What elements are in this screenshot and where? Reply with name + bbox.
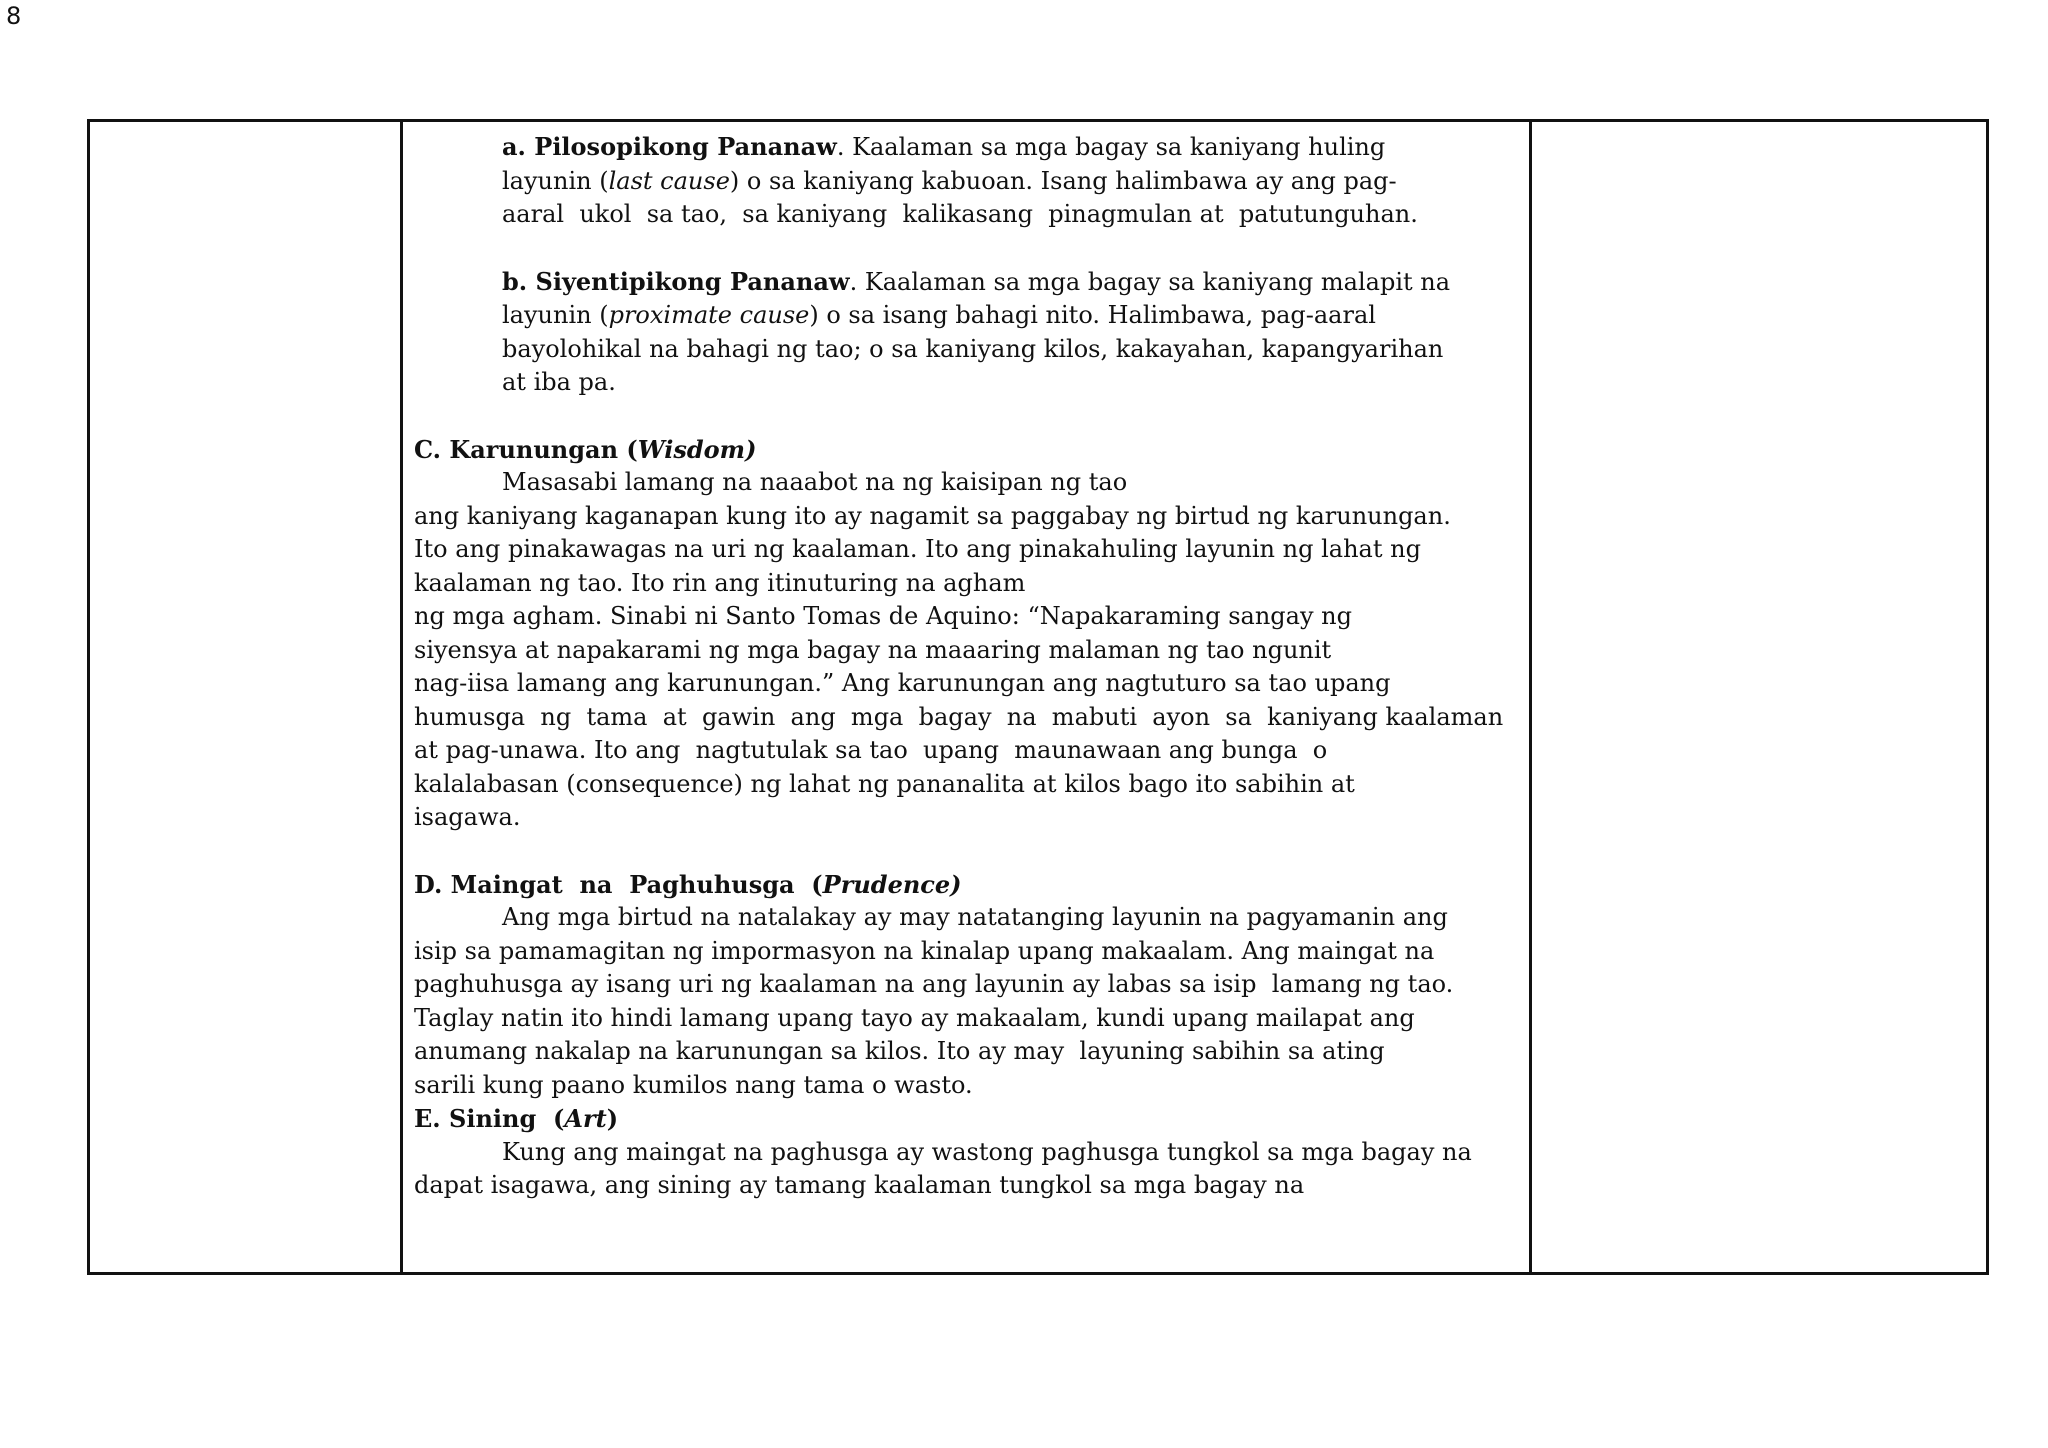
section-c-line-7: nag-iisa lamang ang karunungan.” Ang karunungan ang nagtuturo sa tao upang (414, 669, 1391, 697)
section-d-line-2: isip sa pamamagitan ng impormasyon na kinalap upang makaalam. Ang maingat na (414, 936, 1435, 965)
section-d-line-3: paghuhusga ay isang uri ng kaalaman na ang layunin ay labas sa isip lamang ng tao. (414, 970, 1454, 998)
item-a (414, 130, 1504, 232)
section-c-line-5: ng mga agham. Sinabi ni Santo Tomas de Aquino: “Napakaraming sangay ng (414, 602, 1352, 630)
section-c-line-2: ang kaniyang kaganapan kung ito ay nagamit sa paggabay ng birtud ng karunungan. (414, 501, 1451, 530)
item-b-term: Siyentipikong Pananaw (535, 266, 850, 296)
section-d-line-5: anumang nakalap na karunungan sa kilos. Ito ay may layuning sabihin sa ating (414, 1037, 1385, 1065)
section-c-body (414, 466, 1504, 835)
item-a-term: Pilosopikong Pananaw (534, 132, 837, 161)
section-c-line-6: siyensya at napakarami ng mga bagay na maaaring malaman ng tao ngunit (414, 635, 1332, 664)
page-number: 8 (6, 2, 22, 30)
item-b-line-2: layunin (proximate cause) o sa isang bahagi nito. Halimbawa, pag-aaral (502, 301, 1376, 329)
item-b-line-4: at iba pa. (502, 368, 616, 396)
section-d-line-6: sarili kung paano kumilos nang tama o wasto. (414, 1070, 973, 1099)
section-c-line-1: Masasabi lamang na naaabot na ng kaisipan ng tao (502, 468, 1128, 496)
main-content-cell (414, 130, 1504, 1203)
item-a-line-1: a. Pilosopikong Pananaw. Kaalaman sa mga bagay sa kaniyang huling (502, 132, 1386, 161)
section-e-line-1: Kung ang maingat na paghusga ay wastong paghusga tungkol sa mga bagay na (502, 1137, 1472, 1166)
section-c-line-3: Ito ang pinakawagas na uri ng kaalaman. Ito ang pinakahuling layunin ng lahat ng (414, 535, 1421, 563)
item-a-marker: a. (502, 132, 526, 161)
section-c-line-4: kaalaman ng tao. Ito rin ang itinuturing na agham (414, 568, 1026, 597)
item-b-line-3: bayolohikal na bahagi ng tao; o sa kaniyang kilos, kakayahan, kapangyarihan (502, 334, 1444, 363)
section-d-line-4: Taglay natin ito hindi lamang upang tayo ay makaalam, kundi upang mailapat ang (414, 1003, 1415, 1032)
section-c-line-9: at pag-unawa. Ito ang nagtutulak sa tao upang maunawaan ang bunga o (414, 736, 1328, 764)
section-c-line-11: isagawa. (414, 803, 521, 831)
section-c-heading: C. Karunungan (Wisdom) (414, 434, 757, 464)
item-a-line-2: layunin (last cause) o sa kaniyang kabuoan. Isang halimbawa ay ang pag- (502, 166, 1397, 195)
column-divider-right (1529, 119, 1532, 1275)
section-d-heading: D. Maingat na Paghuhusga (Prudence) (414, 869, 962, 899)
section-c-line-10: kalalabasan (consequence) ng lahat ng pananalita at kilos bago ito sabihin at (414, 769, 1355, 798)
column-divider-left (400, 119, 403, 1275)
section-d-body (414, 901, 1504, 1102)
item-b-marker: b. (502, 266, 528, 296)
section-e-heading: E. Sining (Art) (414, 1104, 619, 1133)
section-e-body (414, 1136, 1504, 1203)
item-b-line-1: b. Siyentipikong Pananaw. Kaalaman sa mga bagay sa kaniyang malapit na (502, 266, 1451, 296)
item-a-line-3: aaral ukol sa tao, sa kaniyang kalikasang pinagmulan at patutunguhan. (502, 200, 1418, 228)
section-c-line-8: humusga ng tama at gawin ang mga bagay na mabuti ayon sa kaniyang kaalaman (414, 702, 1504, 731)
section-e-line-2: dapat isagawa, ang sining ay tamang kaalaman tungkol sa mga bagay na (414, 1171, 1305, 1199)
item-b (414, 265, 1504, 400)
section-d-line-1: Ang mga birtud na natalakay ay may natatanging layunin na pagyamanin ang (502, 903, 1448, 931)
